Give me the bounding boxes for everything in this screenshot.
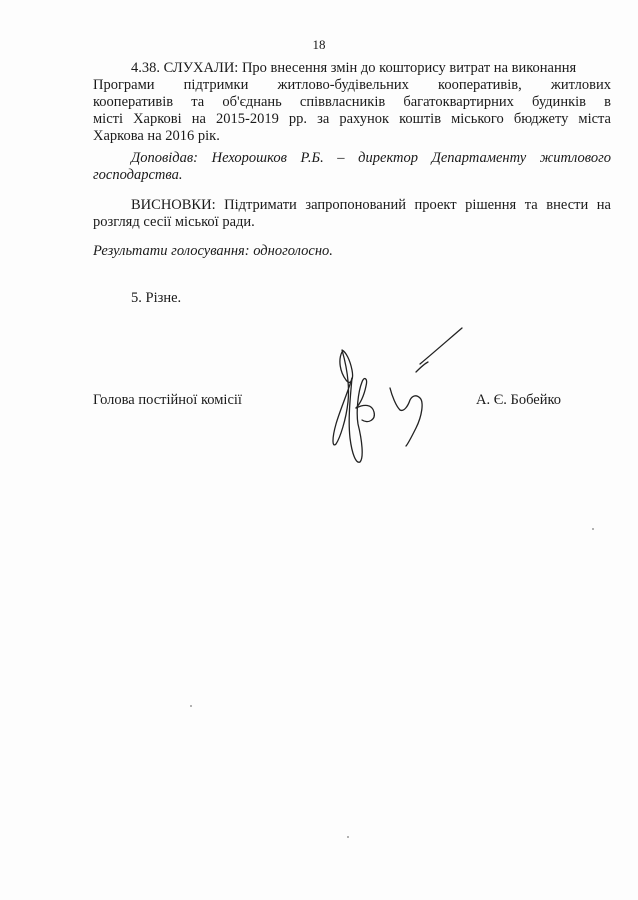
item-438-line-3: кооперативів та об'єднань співвласників багатоквартирних будинків в xyxy=(93,94,611,110)
conclusion-line-2: розгляд сесії міської ради. xyxy=(93,214,255,230)
conclusion-line-1: ВИСНОВКИ: Підтримати запропонований проект рішення та внести на xyxy=(131,197,611,213)
item-438-line-1: 4.38. СЛУХАЛИ: Про внесення змін до кошторису витрат на виконання xyxy=(131,60,577,76)
item-5-text: 5. Різне. xyxy=(131,290,182,306)
vote-result-text: Результати голосування: одноголосно. xyxy=(93,243,333,259)
chair-name: А. Є. Бобейко xyxy=(476,392,562,408)
item-438-heard xyxy=(93,60,611,145)
item-438-speaker xyxy=(93,150,611,184)
handwritten-signature xyxy=(320,320,480,470)
item-438-line-4: місті Харкові на 2015-2019 рр. за рахунок коштів міського бюджету міста xyxy=(93,111,611,127)
chair-title: Голова постійної комісії xyxy=(93,392,242,408)
item-438-line-2: Програми підтримки житлово-будівельних кооперативів, житлових xyxy=(93,77,611,93)
scan-speck xyxy=(592,528,594,530)
speaker-line-2: господарства. xyxy=(93,167,183,183)
speaker-line-1: Доповідав: Нехорошков Р.Б. – директор Департаменту житлового xyxy=(131,150,611,166)
item-438-line-5: Харкова на 2016 рік. xyxy=(93,128,220,144)
scan-speck xyxy=(347,836,349,838)
item-438-conclusion xyxy=(93,197,611,231)
page-number: 18 xyxy=(312,37,326,52)
vote-result xyxy=(93,243,611,260)
scan-speck xyxy=(190,705,192,707)
item-5 xyxy=(93,290,611,307)
